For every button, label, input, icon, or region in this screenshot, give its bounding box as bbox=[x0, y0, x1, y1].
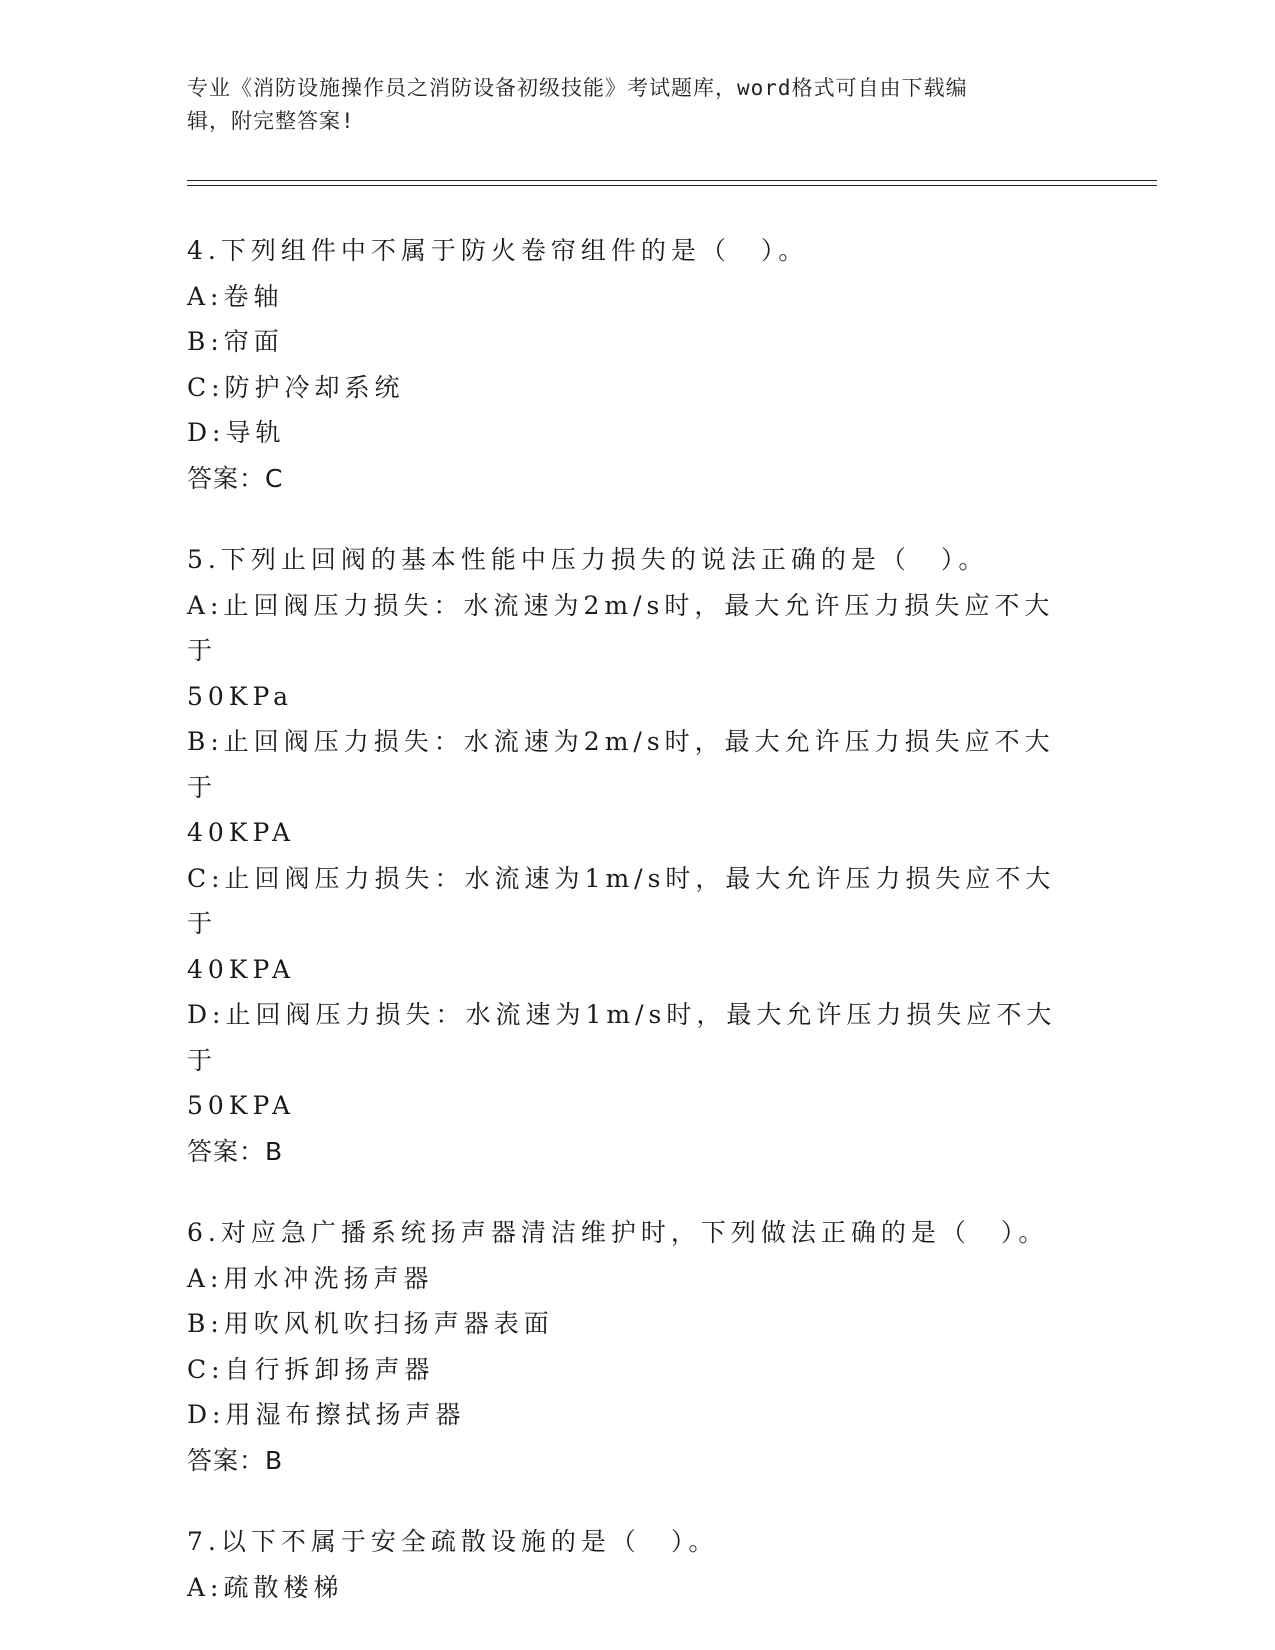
question-stem: 7.以下不属于安全疏散设施的是（ ）。 bbox=[187, 1527, 719, 1556]
header-line-1: 专业《消防设施操作员之消防设备初级技能》考试题库，word格式可自由下载编 bbox=[187, 76, 968, 100]
option-a-continued: 50KPa bbox=[187, 681, 294, 711]
header-line-2: 辑，附完整答案! bbox=[187, 109, 355, 133]
option-d-continued: 50KPA bbox=[187, 1091, 296, 1120]
question-stem: 4.下列组件中不属于防火卷帘组件的是（ ）。 bbox=[187, 236, 809, 265]
option-b: B:用吹风机吹扫扬声器表面 bbox=[187, 1309, 554, 1338]
option-d: D:用湿布擦拭扬声器 bbox=[187, 1400, 466, 1429]
answer-label: 答案：C bbox=[187, 463, 284, 493]
option-a: A:用水冲洗扬声器 bbox=[187, 1263, 434, 1293]
option-a: A:止回阀压力损失：水流速为2m/s时，最大允许压力损失应不大于 bbox=[187, 590, 1055, 665]
question-list bbox=[187, 228, 1077, 1646]
question-4 bbox=[187, 228, 1077, 501]
question-5 bbox=[187, 537, 1077, 1174]
option-d: D:导轨 bbox=[187, 418, 286, 447]
answer-label: 答案：B bbox=[187, 1445, 284, 1475]
question-stem: 6.对应急广播系统扬声器清洁维护时，下列做法正确的是（ ）。 bbox=[187, 1218, 1049, 1247]
option-c-continued: 40KPA bbox=[187, 954, 296, 984]
option-b-continued: 40KPA bbox=[187, 818, 296, 847]
header-divider-top bbox=[187, 180, 1157, 181]
question-6 bbox=[187, 1210, 1077, 1483]
option-c: C:防护冷却系统 bbox=[187, 372, 405, 402]
document-header bbox=[187, 72, 1077, 138]
option-c: C:止回阀压力损失：水流速为1m/s时，最大允许压力损失应不大于 bbox=[187, 863, 1056, 938]
option-c: C:自行拆卸扬声器 bbox=[187, 1354, 435, 1384]
option-b: B:止回阀压力损失：水流速为2m/s时，最大允许压力损失应不大于 bbox=[187, 727, 1055, 802]
question-stem: 5.下列止回阀的基本性能中压力损失的说法正确的是（ ）。 bbox=[187, 545, 989, 574]
option-d: D:止回阀压力损失：水流速为1m/s时，最大允许压力损失应不大于 bbox=[187, 1000, 1057, 1075]
option-a: A:卷轴 bbox=[187, 281, 284, 311]
header-divider-bottom bbox=[187, 185, 1157, 186]
answer-label: 答案：B bbox=[187, 1136, 284, 1166]
option-b: B:帘面 bbox=[187, 327, 284, 356]
option-a: A:疏散楼梯 bbox=[187, 1572, 344, 1602]
question-7 bbox=[187, 1519, 1077, 1610]
